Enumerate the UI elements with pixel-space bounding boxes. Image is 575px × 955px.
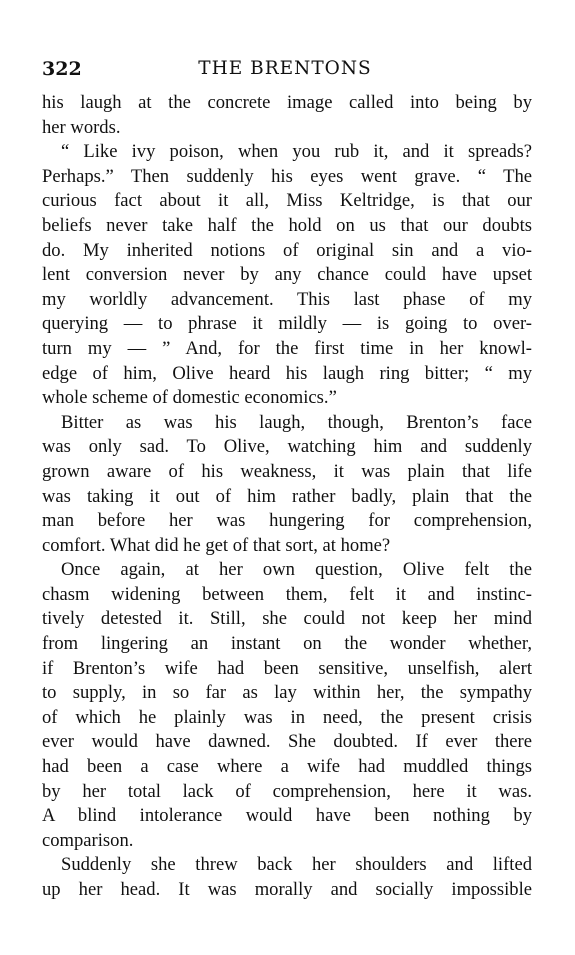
text-line: grown aware of his weakness, it was plain that life xyxy=(42,460,532,482)
text-line: had been a case where a wife had muddled things xyxy=(42,756,532,778)
text-line: beliefs never take half the hold on us that our doubts xyxy=(42,214,532,236)
text-line: her words. xyxy=(42,116,121,138)
text-line: A blind intolerance would have been nothing by xyxy=(42,805,532,827)
text-line: chasm widening between them, felt it and instinc- xyxy=(42,583,532,605)
text-line: tively detested it. Still, she could not keep her mind xyxy=(42,608,532,630)
text-line: my worldly advancement. This last phase of my xyxy=(42,288,532,310)
text-line: turn my — ” And, for the first time in her knowl- xyxy=(42,337,532,359)
text-line: up her head. It was morally and socially impossible xyxy=(42,879,532,900)
text-line: lent conversion never by any chance could have upset xyxy=(42,264,532,286)
text-line: comfort. What did he get of that sort, at home? xyxy=(42,534,391,556)
text-line: Bitter as was his laugh, though, Brenton’s face xyxy=(61,411,532,433)
page-header xyxy=(34,58,536,82)
text-line: edge of him, Olive heard his laugh ring bitter; “ my xyxy=(42,362,532,384)
text-line: do. My inherited notions of original sin and a vio- xyxy=(42,239,532,261)
text-line: ever would have dawned. She doubted. If ever there xyxy=(42,731,532,753)
text-line: whole scheme of domestic economics.” xyxy=(42,387,337,409)
text-line: from lingering an instant on the wonder whether, xyxy=(42,633,532,655)
text-line: was only sad. To Olive, watching him and suddenly xyxy=(42,436,532,458)
text-line: comparison. xyxy=(42,829,134,851)
text-line: Once again, at her own question, Olive felt the xyxy=(61,559,532,581)
running-head: THE BRENTONS xyxy=(198,58,372,79)
text-line: querying — to phrase it mildly — is going to over- xyxy=(42,313,532,335)
text-line: man before her was hungering for comprehension, xyxy=(42,510,532,532)
text-line: of which he plainly was in need, the present crisis xyxy=(42,706,532,728)
text-line: “ Like ivy poison, when you rub it, and it spreads? xyxy=(61,141,532,163)
text-line: by her total lack of comprehension, here it was. xyxy=(42,780,532,802)
page-number: 322 xyxy=(42,58,82,80)
text-line: was taking it out of him rather badly, plain that the xyxy=(42,485,532,507)
text-line: to supply, in so far as lay within her, the sympathy xyxy=(42,682,532,704)
body-text xyxy=(42,91,532,903)
text-line: Suddenly she threw back her shoulders and lifted xyxy=(61,854,532,876)
text-line: curious fact about it all, Miss Keltridge, is that our xyxy=(42,190,532,212)
text-line: Perhaps.” Then suddenly his eyes went grave. “ The xyxy=(42,165,532,187)
text-line: if Brenton’s wife had been sensitive, unselfish, alert xyxy=(42,657,532,679)
text-line: his laugh at the concrete image called into being by xyxy=(42,92,532,113)
